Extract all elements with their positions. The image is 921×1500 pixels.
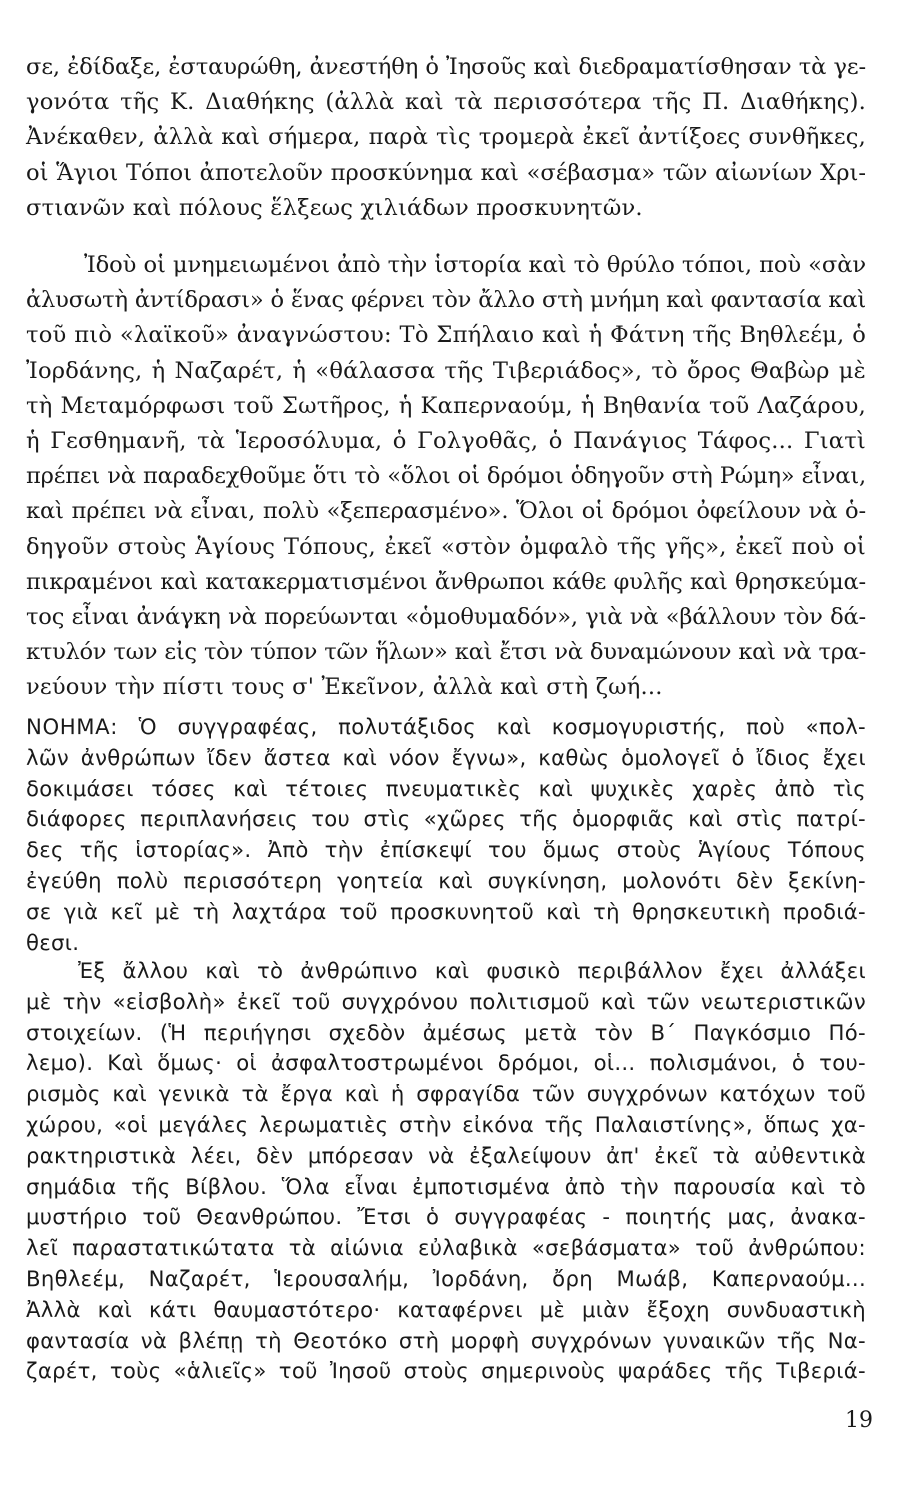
text-line: Ἰδοὺ οἱ μνημειωμένοι ἀπὸ τὴν ἱστορία καὶ τὸ θρύλο τόποι, ποὺ «σὰν (84, 252, 866, 278)
text-line: σημάδια τῆς Βίβλου. Ὅλα εἶναι ἐμποτισμένα ἀπὸ τὴν παρουσία καὶ τὸ (26, 1173, 866, 1199)
text-line: νεύουν τὴν πίστι τους σ' Ἐκεῖνον, ἀλλὰ καὶ στὴ ζωή... (26, 674, 663, 701)
commentary-paragraph-2 (26, 956, 866, 1387)
text-line: μὲ τὴν «εἰσβολὴ» ἐκεῖ τοῦ συγχρόνου πολιτισμοῦ καὶ τῶν νεωτεριστικῶν (26, 988, 866, 1014)
text-line: Ἐξ ἄλλου καὶ τὸ ἀνθρώπινο καὶ φυσικὸ περιβάλλον ἔχει ἀλλάξει (78, 958, 866, 983)
text-line: ἀλυσωτὴ ἀντίδρασι» ὁ ἕνας φέρνει τὸν ἄλλο στὴ μνήμη καὶ φαντασία καὶ (26, 287, 866, 314)
section-label: ΝΟΗΜΑ: (26, 714, 118, 739)
text-line: φαντασία νὰ βλέπῃ τὴ Θεοτόκο στὴ μορφὴ συγχρόνων γυναικῶν τῆς Να- (26, 1327, 866, 1353)
text-line: ἡ Γεσθημανῆ, τὰ Ἱεροσόλυμα, ὁ Γολγοθᾶς, ὁ Πανάγιος Τάφος... Γιατὶ (26, 427, 866, 454)
text-line: θεσι. (26, 929, 80, 955)
text-line: τος εἶναι ἀνάγκη νὰ πορεύωνται «ὁμοθυμαδόν», γιὰ νὰ «βάλλουν τὸν δά- (26, 603, 866, 630)
text-line: δες τῆς ἱστορίας». Ἀπὸ τὴν ἐπίσκεψί του ὅμως στοὺς Ἁγίους Τόπους (26, 837, 866, 863)
text-line: ρακτηριστικὰ λέει, δὲν μπόρεσαν νὰ ἐξαλείψουν ἀπ' ἐκεῖ τὰ αὐθεντικὰ (26, 1142, 866, 1168)
text-line: Ἀλλὰ καὶ κάτι θαυμαστότερο· καταφέρνει μὲ μιὰν ἔξοχη συνδυαστικὴ (26, 1296, 866, 1322)
text-line: οἱ Ἅγιοι Τόποι ἀποτελοῦν προσκύνημα καὶ «σέβασμα» τῶν αἰωνίων Χρι- (26, 159, 866, 186)
text-line: ζαρέτ, τοὺς «ἁλιεῖς» τοῦ Ἰησοῦ στοὺς σημερινοὺς ψαράδες τῆς Τιβεριά- (26, 1358, 866, 1384)
text-line: χώρου, «οἱ μεγάλες λερωματιὲς στὴν εἰκόνα τῆς Παλαιστίνης», ὅπως χα- (26, 1111, 866, 1137)
text-line: σε γιὰ κεῖ μὲ τὴ λαχτάρα τοῦ προσκυνητοῦ καὶ τὴ θρησκευτικὴ προδιά- (26, 898, 866, 924)
page-number: 19 (845, 1408, 873, 1433)
text-line: στοιχείων. (Ἡ περιήγησι σχεδὸν ἀμέσως μετὰ τὸν Β΄ Παγκόσμιο Πό- (26, 1019, 866, 1045)
text-line (26, 712, 866, 743)
text-line: σε, ἐδίδαξε, ἐσταυρώθη, ἀνεστήθη ὁ Ἰησοῦς καὶ διεδραματίσθησαν τὰ γε- (26, 54, 866, 80)
text-line: Ἰορδάνης, ἡ Ναζαρέτ, ἡ «θάλασσα τῆς Τιβεριάδος», τὸ ὄρος Θαβὼρ μὲ (26, 357, 866, 384)
text-line: λεῖ παραστατικώτατα τὰ αἰώνια εὐλαβικὰ «σεβάσματα» τοῦ ἀνθρώπου: (26, 1235, 866, 1261)
text-line: πρέπει νὰ παραδεχθοῦμε ὅτι τὸ «ὅλοι οἱ δρόμοι ὁδηγοῦν στὴ Ρώμη» εἶναι, (26, 463, 866, 490)
text-line: δηγοῦν στοὺς Ἁγίους Τόπους, ἐκεῖ «στὸν ὀμφαλὸ τῆς γῆς», ἐκεῖ ποὺ οἱ (26, 533, 866, 560)
text-line: λεμο). Καὶ ὅμως· οἱ ἀσφαλτοστρωμένοι δρόμοι, οἱ... πολισμάνοι, ὁ του- (26, 1050, 866, 1076)
text-line: διάφορες περιπλανήσεις του στὶς «χῶρες τῆς ὁμορφιᾶς καὶ στὶς πατρί- (26, 806, 866, 832)
text-line: στιανῶν καὶ πόλους ἕλξεως χιλιάδων προσκυνητῶν. (26, 194, 643, 221)
text-line: λῶν ἀνθρώπων ἴδεν ἄστεα καὶ νόον ἔγνω», καθὼς ὁμολογεῖ ὁ ἴδιος ἔχει (26, 744, 866, 770)
text-line: τὴ Μεταμόρφωσι τοῦ Σωτῆρος, ἡ Καπερναούμ, ἡ Βηθανία τοῦ Λαζάρου, (26, 392, 866, 419)
commentary-paragraph (26, 712, 866, 958)
text-line: ρισμὸς καὶ γενικὰ τὰ ἔργα καὶ ἡ σφραγίδα τῶν συγχρόνων κατόχων τοῦ (26, 1081, 866, 1107)
text-line: πικραμένοι καὶ κατακερματισμένοι ἄνθρωποι κάθε φυλῆς καὶ θρησκεύμα- (26, 568, 866, 595)
text-line: δοκιμάσει τόσες καὶ τέτοιες πνευματικὲς καὶ ψυχικὲς χαρὲς ἀπὸ τὶς (26, 775, 866, 801)
intro-paragraph (26, 50, 866, 226)
commentary-first-line: Ὁ συγγραφέας, πολυτάξιδος καὶ κοσμογυριστής, ποὺ «πολ- (138, 714, 866, 739)
text-line: Ἀνέκαθεν, ἀλλὰ καὶ σήμερα, παρὰ τὶς τρομερὰ ἐκεῖ ἀντίξοες συνθῆκες, (26, 124, 866, 151)
text-line: Βηθλεέμ, Ναζαρέτ, Ἱερουσαλήμ, Ἰορδάνη, ὄρη Μωάβ, Καπερναούμ... (26, 1265, 866, 1291)
text-line: γονότα τῆς Κ. Διαθήκης (ἀλλὰ καὶ τὰ περισσότερα τῆς Π. Διαθήκης). (26, 89, 866, 116)
text-line: μυστήριο τοῦ Θεανθρώπου. Ἔτσι ὁ συγγραφέας - ποιητής μας, ἀνακα- (26, 1204, 866, 1230)
text-line: καὶ πρέπει νὰ εἶναι, πολὺ «ξεπερασμένο». Ὅλοι οἱ δρόμοι ὀφείλουν νὰ ὁ- (26, 498, 866, 525)
text-line: κτυλόν των εἰς τὸν τύπον τῶν ἥλων» καὶ ἔτσι νὰ δυναμώνουν καὶ νὰ τρα- (26, 639, 866, 666)
text-line: τοῦ πιὸ «λαϊκοῦ» ἀναγνώστου: Τὸ Σπήλαιο καὶ ἡ Φάτνη τῆς Βηθλεέμ, ὁ (26, 322, 866, 349)
passage-paragraph (26, 248, 866, 705)
text-line: ἐγεύθη πολὺ περισσότερη γοητεία καὶ συγκίνηση, μολονότι δὲν ξεκίνη- (26, 867, 866, 893)
